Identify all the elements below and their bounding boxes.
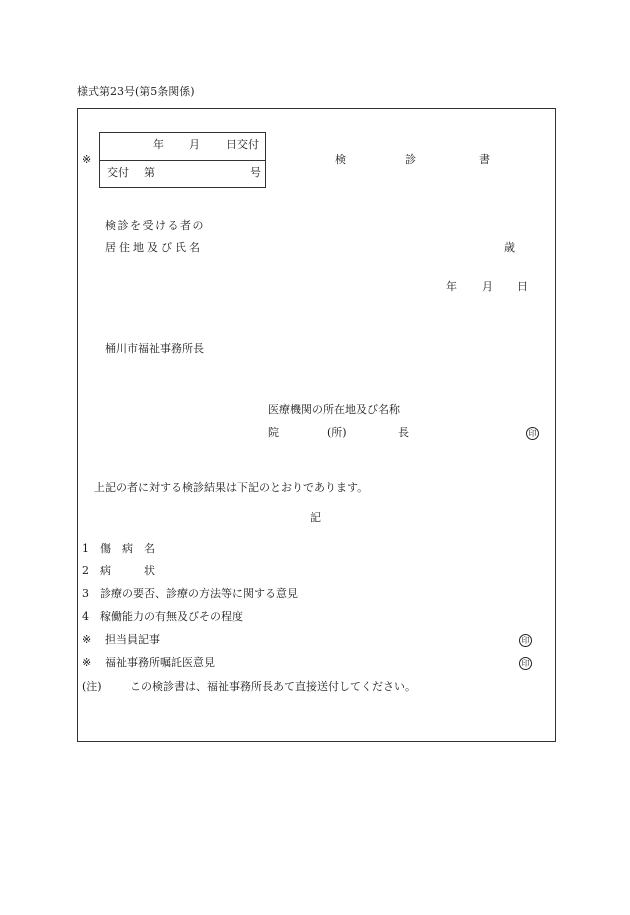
receipt-number-prefix: 第: [144, 166, 155, 179]
receipt-number-suffix: 号: [250, 166, 261, 179]
examinee-label-line1: 検診を受ける者の: [105, 219, 205, 232]
director-label-1: 院: [268, 426, 279, 439]
director-label-2: (所): [327, 426, 347, 439]
ki-heading: 記: [310, 511, 321, 524]
item-text: 傷 病 名: [100, 542, 155, 555]
date-year: 年: [446, 280, 457, 293]
age-unit: 歳: [504, 241, 515, 254]
staff-seal-icon: 印: [519, 634, 532, 647]
doctor-opinion-label: 福祉事務所嘱託医意見: [105, 656, 215, 669]
staff-mark: ※: [82, 633, 92, 646]
addressee: 桶川市福祉事務所長: [105, 342, 204, 355]
receipt-day-issued: 日交付: [226, 138, 259, 151]
examinee-label-line2: 居住地及び氏名: [105, 241, 203, 254]
staff-mark: ※: [82, 656, 92, 669]
institution-label: 医療機関の所在地及び名称: [268, 403, 400, 416]
item-number: 4: [82, 610, 89, 623]
receipt-month: 月: [189, 138, 200, 151]
receipt-year: 年: [153, 138, 164, 151]
director-label-3: 長: [398, 426, 409, 439]
doctor-seal-icon: 印: [519, 657, 532, 670]
date-month: 月: [482, 280, 493, 293]
item-number: 1: [82, 542, 89, 555]
receipt-issue-label: 交付: [107, 166, 129, 179]
statement: 上記の者に対する検診結果は下記のとおりであります。: [94, 481, 369, 494]
note-text: この検診書は、福祉事務所長あて直接送付してください。: [130, 680, 416, 693]
item-text: 稼働能力の有無及びその程度: [100, 610, 243, 623]
form-number-header: 様式第23号(第5条関係): [77, 85, 195, 98]
title-char-2: 診: [405, 153, 416, 166]
item-number: 2: [82, 564, 89, 577]
title-char-1: 検: [335, 153, 346, 166]
receipt-mark: ※: [82, 153, 92, 166]
staff-remarks-label: 担当員記事: [105, 633, 160, 646]
note-label: (注): [82, 680, 102, 693]
item-text: 病 状: [100, 564, 155, 577]
date-day: 日: [517, 280, 528, 293]
title-char-3: 書: [479, 153, 490, 166]
item-text: 診療の要否、診療の方法等に関する意見: [100, 587, 298, 600]
director-seal-icon: 印: [526, 427, 539, 440]
receipt-divider: [100, 160, 265, 161]
item-number: 3: [82, 587, 89, 600]
